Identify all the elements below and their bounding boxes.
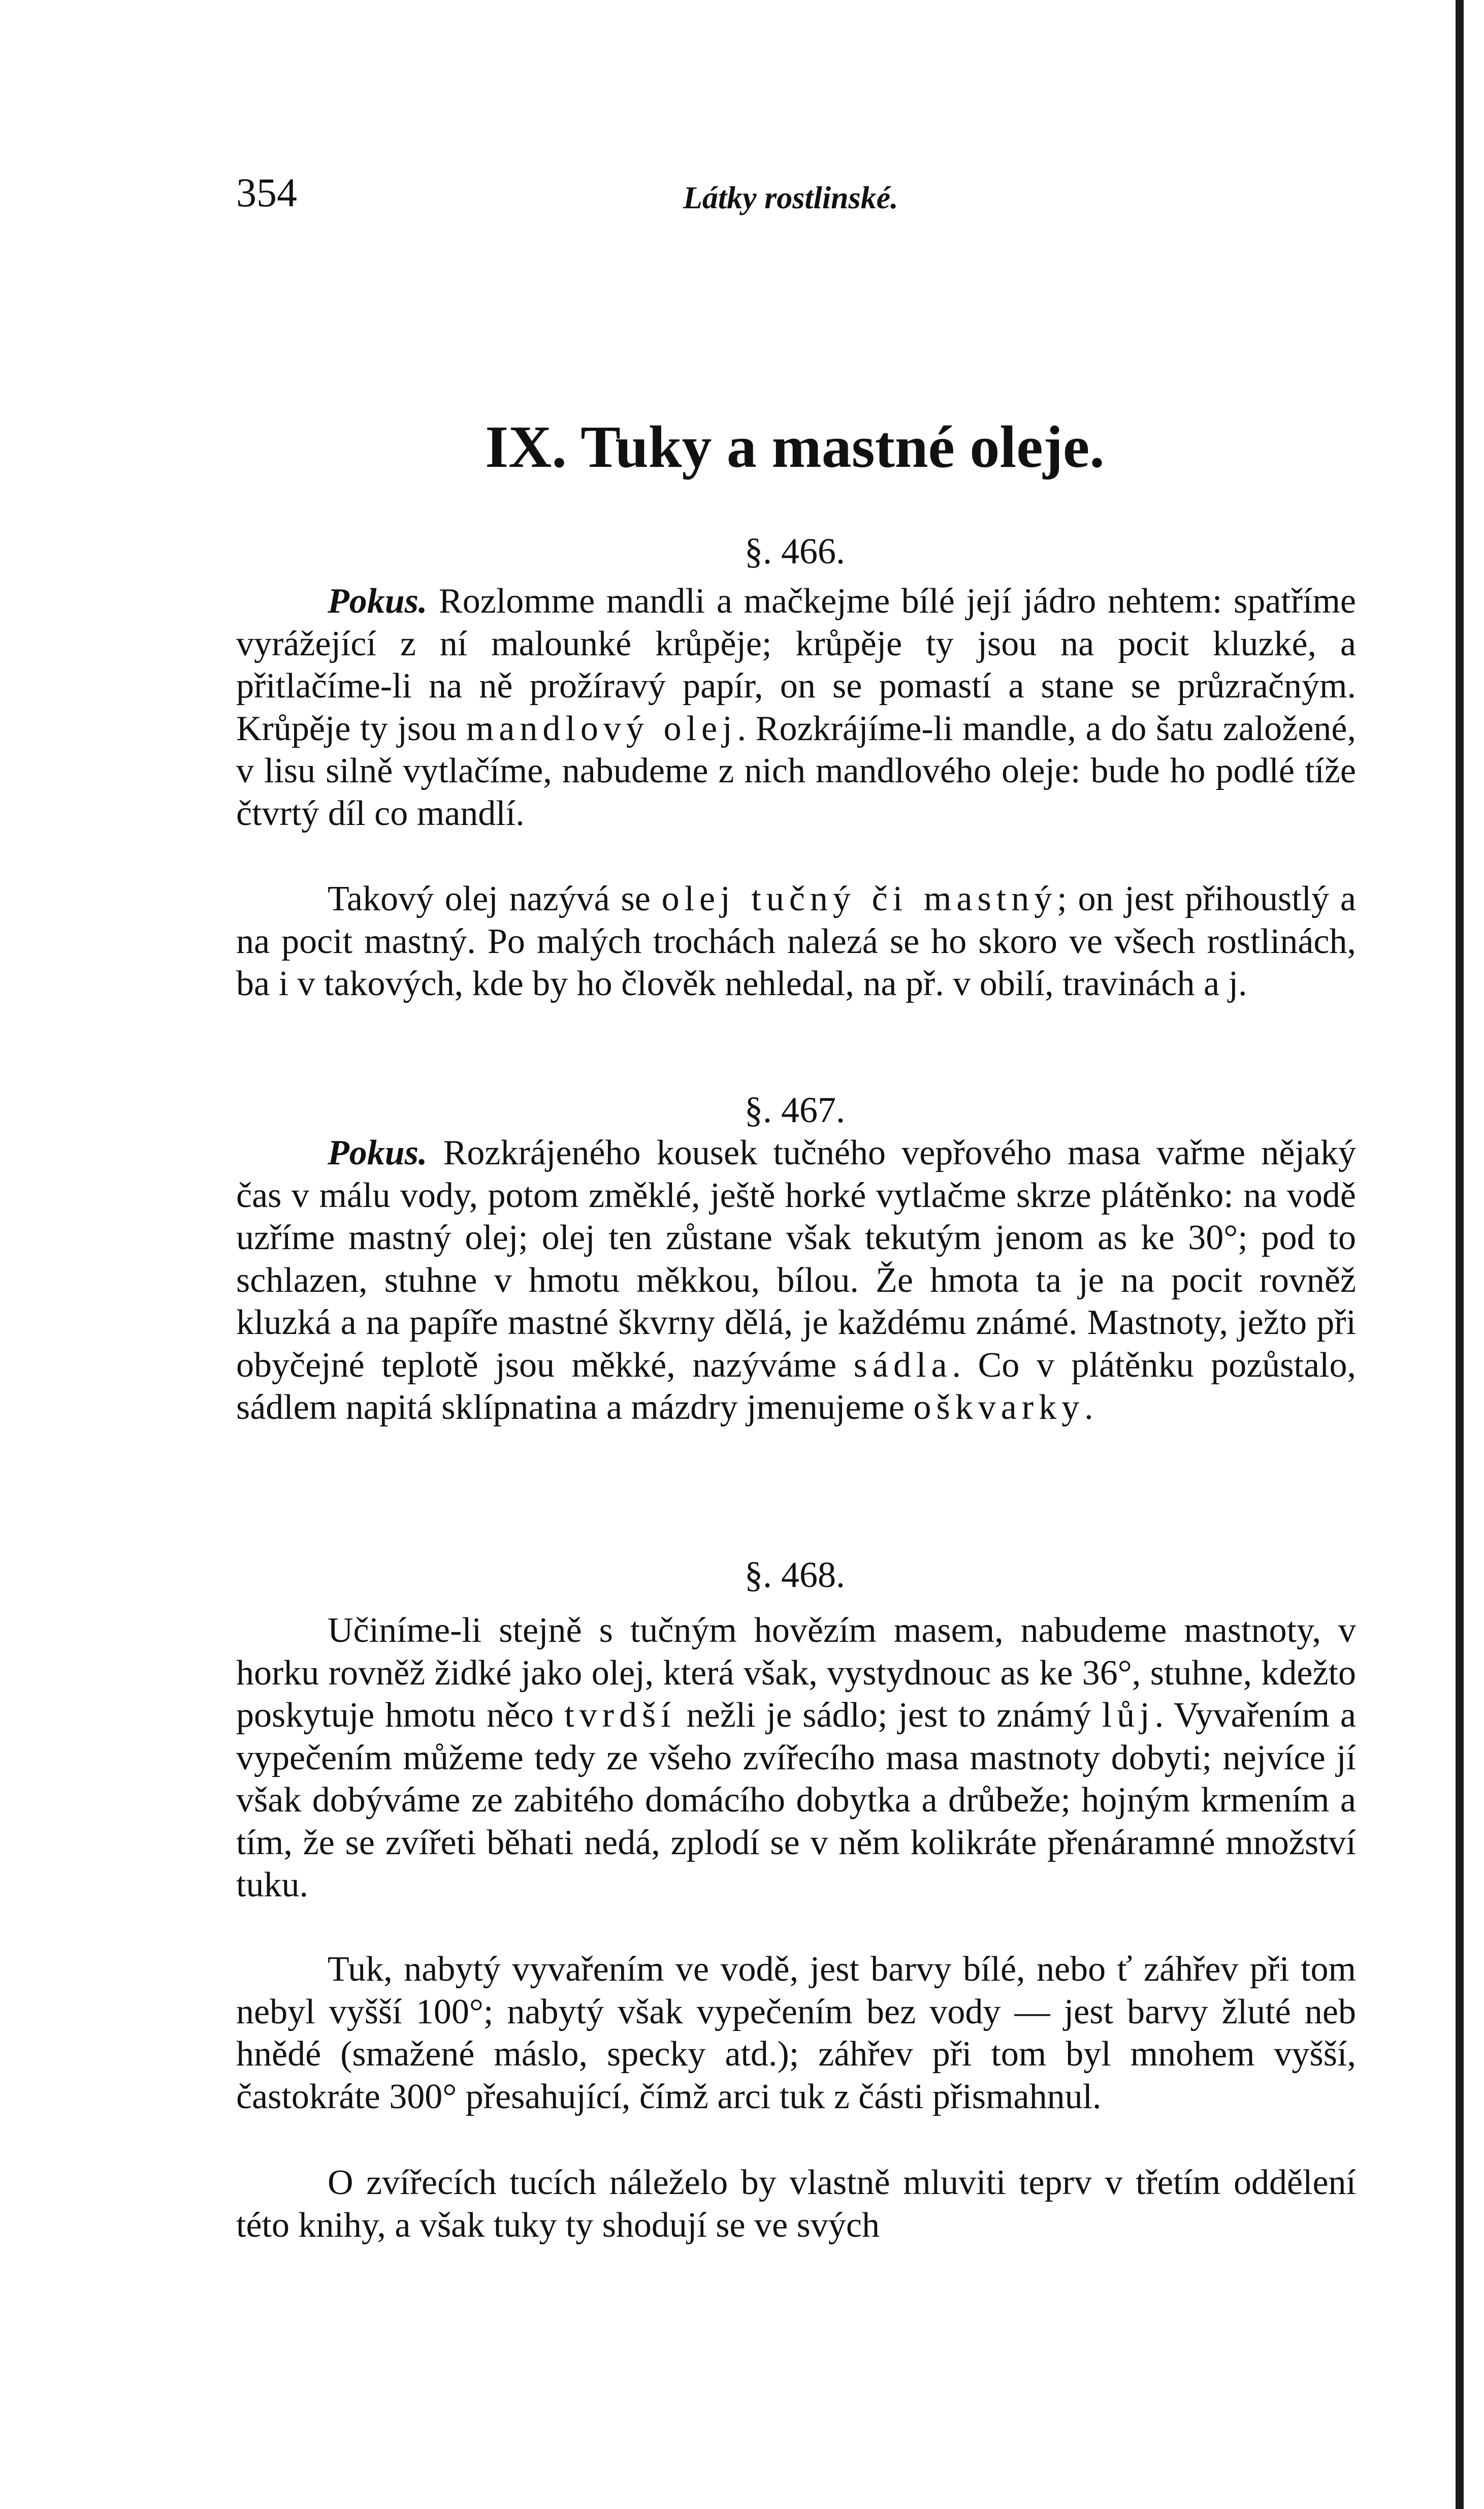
paragraph-text: Tuk, nabytý vyvařením ve vodě, jest barvy bílé, nebo ť záhřev při tom nebyl vyšší 100°; nabytý však vypečením bez vody — jest barvy žluté neb hnědé (smažené máslo, specky atd.); záhřev při tom byl mnohem vyšší, častokráte 300° přesahující, čímž arci tuk z části přismahnul.	[236, 1950, 1356, 2116]
paragraph-text: ; on jest přihoustlý a na pocit mastný. Po malých trochách nalezá se ho skoro ve všech rostlinách, ba i v takových, kde by ho člověk nehledal, na př. v obilí, travinách a j.	[236, 879, 1356, 1003]
chapter-title: IX. Tuky a mastné oleje.	[485, 414, 1105, 480]
paragraph-468-2	[236, 1948, 1356, 2118]
section-heading-467: §. 467.	[745, 1090, 845, 1130]
page-edge-line	[1456, 0, 1464, 2509]
paragraph-text: Takový olej nazývá se	[328, 879, 662, 918]
paragraph-text: Rozkrájeného kousek tučného vepřového masa vařme nějaký čas v málu vody, potom změklé, ještě horké vytlačme skrze plátěnko: na vodě uzříme mastný olej; olej ten zůstane však tekutým jenom as ke 30°; pod to schlazen, stuhne v hmotu měkkou, bílou. Že hmota ta je na pocit rovněž kluzká a na papíře mastné škvrny dělá, je každému známé. Mastnoty, ježto při obyčejné teplotě jsou měkké, nazýváme	[236, 1133, 1356, 1385]
paragraph-text: nežli je sádlo; jest to známý	[675, 1696, 1102, 1735]
paragraph-466-2	[236, 878, 1356, 1005]
emphasized-term: oškvarky	[913, 1388, 1085, 1427]
paragraph-text: . Vyvařením a vypečením můžeme tedy ze všeho zvířecího masa mastnoty dobyti; nejvíce jí však dobýváme ze zabitého domácího dobytka a drůbeže; hojným krmením a tím, že se zvířeti běhati nedá, zplodí se v něm kolikráte přenáramné množství tuku.	[236, 1696, 1356, 1904]
paragraph-467-1	[236, 1132, 1356, 1429]
paragraph-text: Rozlomme mandli a mačkejme bílé její jádro nehtem: spatříme vyrážející z ní malounké krůpěje; krůpěje ty jsou na pocit kluzké, a přitlačíme-li na ně prožíravý papír, on se pomastí a stane se průzračným. Krůpěje ty jsou	[236, 582, 1356, 748]
paragraph-lead: Pokus.	[328, 582, 428, 621]
paragraph-text: O zvířecích tucích náleželo by vlastně mluviti teprv v třetím oddělení této knihy, a však tuky ty shodují se ve svých	[236, 2163, 1356, 2245]
paragraph-text: .	[1084, 1388, 1093, 1427]
paragraph-lead: Pokus.	[328, 1133, 428, 1172]
emphasized-term: tvrdší	[564, 1696, 676, 1735]
paragraph-466-1	[236, 580, 1356, 835]
paragraph-text: . Rozkrájíme-li mandle, a do šatu založené, v lisu silně vytlačíme, nabudeme z nich mandlového oleje: bude ho podlé tíže čtvrtý díl co mandlí.	[236, 709, 1356, 833]
page-header	[236, 168, 1353, 224]
page-number: 354	[236, 171, 297, 215]
emphasized-term: sádla	[853, 1345, 952, 1385]
running-title: Látky rostlinské.	[683, 181, 898, 215]
paragraph-468-1	[236, 1609, 1356, 1907]
paragraph-text: . Co v plátěnku pozůstalo, sádlem napitá sklípnatina a mázdry jmenujeme	[236, 1345, 1356, 1427]
emphasized-term: olej tučný či mastný	[661, 879, 1057, 918]
section-heading-468: §. 468.	[745, 1554, 845, 1595]
emphasized-term: mandlový olej	[466, 709, 737, 748]
emphasized-term: lůj	[1102, 1696, 1155, 1735]
section-heading-466: §. 466.	[745, 531, 845, 571]
paragraph-text: Učiníme-li stejně s tučným hovězím masem, nabudeme mastnoty, v horku rovněž židké jako olej, která však, vystydnouc as ke 36°, stuhne, kdežto poskytuje hmotu něco	[236, 1611, 1356, 1735]
paragraph-468-3	[236, 2162, 1356, 2246]
